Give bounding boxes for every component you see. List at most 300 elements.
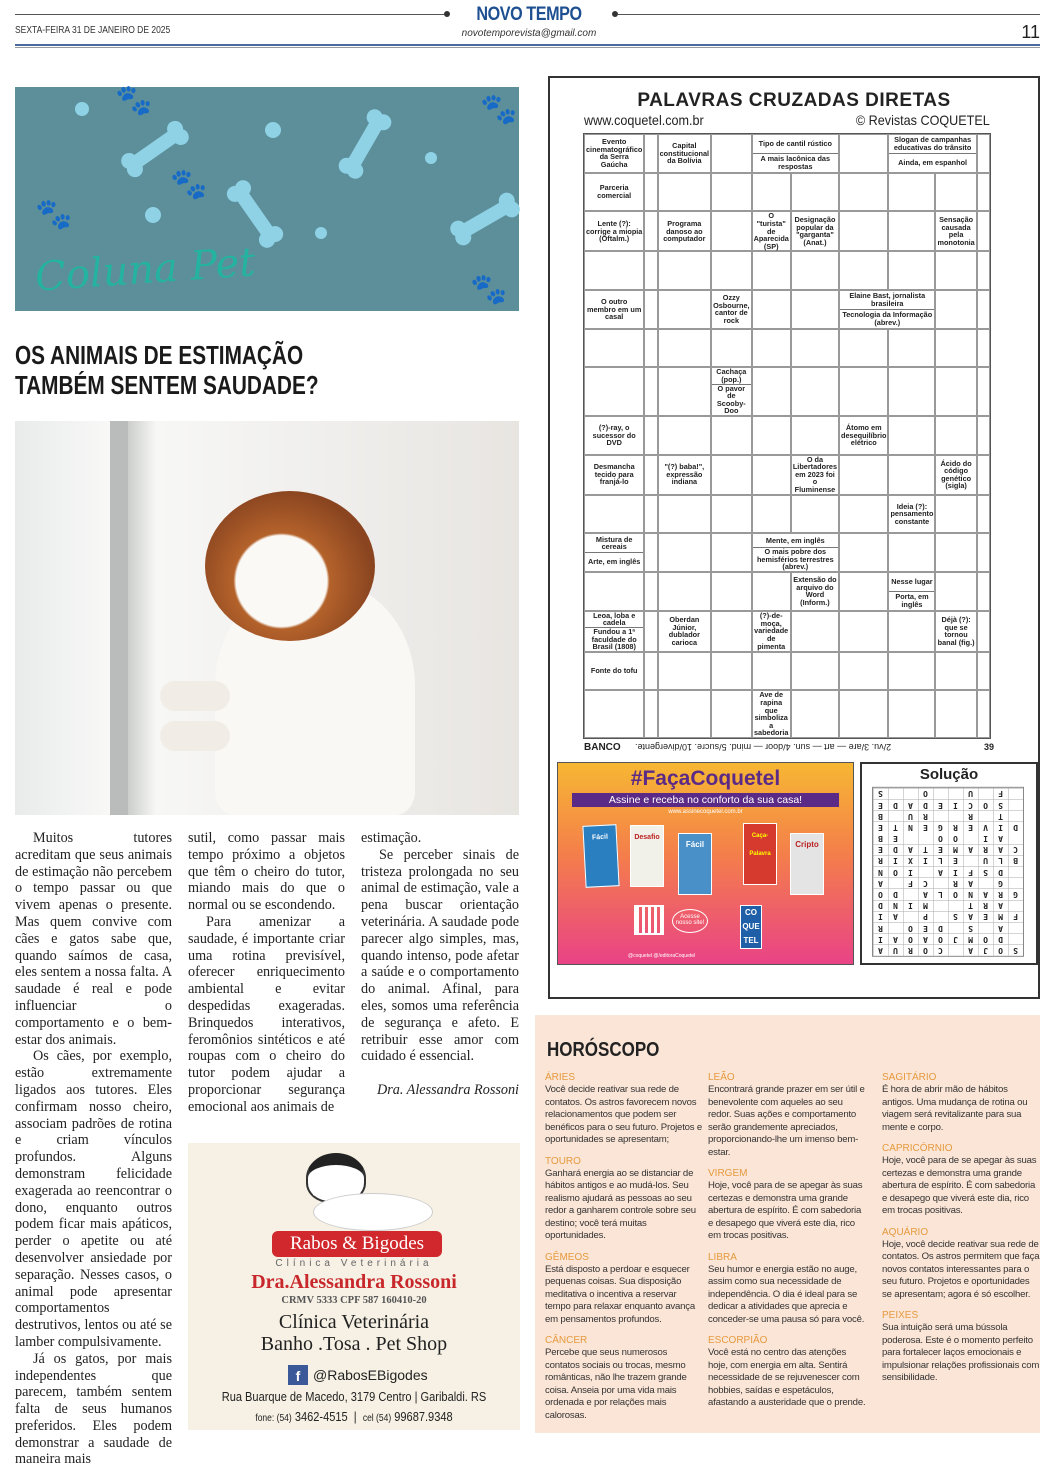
clue-text: Slogan de campanhas educativas do trânsito — [893, 135, 972, 152]
answer-cell[interactable] — [888, 690, 935, 738]
sign-text: Seu humor e energia estão no auge, assim como sua necessidade de independência. O dia é ideal para se dedicar a atividades que aprecia e conceder-se uma pausa só para você. — [708, 1263, 865, 1325]
clue-text: Parceria comercial — [597, 183, 632, 201]
answer-cell[interactable] — [711, 611, 751, 652]
horoscope-column — [708, 1072, 866, 1419]
crossword-copyright: © Revistas COQUETEL — [856, 112, 990, 128]
answer-cell[interactable] — [977, 495, 990, 534]
bone-icon — [456, 198, 515, 240]
clinic-services-2: Banho .Tosa . Pet Shop — [260, 1333, 448, 1355]
answer-cell[interactable] — [711, 416, 751, 455]
answer-cell[interactable] — [791, 173, 839, 212]
sign-sagitario — [882, 1072, 1040, 1134]
answer-cell[interactable] — [839, 173, 888, 212]
sign-text: Encontrará grande prazer em ser útil e benevolente com aqueles ao seu redor. Suas ações e comportamento serão grandemente apreciados, proporcionando-lhe um imenso bem-estar. — [708, 1084, 865, 1158]
clue-text: Extensão do arquivo do Word (Inform.) — [793, 575, 837, 607]
answer-cell[interactable] — [711, 533, 751, 572]
dot-decoration — [265, 122, 281, 138]
answer-cell[interactable] — [839, 611, 888, 652]
answer-cell[interactable] — [977, 367, 990, 416]
answer-cell[interactable] — [658, 652, 711, 691]
answer-cell[interactable] — [711, 329, 751, 368]
sign-text: Sua intuição será uma bússola poderosa. Este é o momento perfeito para fortalecer laços emocionais e impulsionar relações profissionais com sensibilidade. — [882, 1322, 1040, 1383]
horoscope-title: HORÓSCOPO — [547, 1039, 660, 1061]
magazine-cover — [630, 825, 664, 887]
answer-cell[interactable] — [791, 416, 839, 455]
solution-row: T R RU B — [873, 810, 1023, 821]
answer-cell[interactable] — [752, 572, 791, 611]
sign-name: CÂNCER — [545, 1335, 588, 1346]
answer-cell[interactable] — [644, 211, 657, 251]
clue-cell — [584, 611, 644, 652]
answer-cell[interactable] — [977, 173, 990, 212]
sign-name: PEIXES — [882, 1310, 919, 1321]
answer-cell[interactable] — [584, 329, 644, 368]
answer-cell[interactable] — [752, 416, 791, 455]
paw-icon: 🐾 — [170, 168, 208, 201]
horoscope-column — [882, 1072, 1040, 1394]
paw-icon: 🐾 — [470, 273, 508, 306]
clue-text: Tipo de cantil rústico — [758, 139, 832, 149]
answer-cell[interactable] — [752, 329, 791, 368]
answer-cell[interactable] — [752, 495, 791, 534]
answer-cell[interactable] — [752, 652, 791, 691]
answer-cell[interactable] — [644, 652, 657, 691]
clue-text: Lente (?): corrige a miopia (Oftalm.) — [586, 218, 643, 244]
answer-cell[interactable] — [644, 572, 657, 611]
clue-text: Leoa, loba e cadela — [593, 610, 636, 628]
answer-cell[interactable] — [977, 211, 990, 251]
answer-cell[interactable] — [977, 416, 990, 455]
sign-name: ÁRIES — [545, 1072, 576, 1083]
paragraph: Se perceber sinais de tristeza prolongada no seu animal de estimação, vale a pena buscar orientação veterinária. A saudade pode parecer algo simples, mas, quando intenso, pode afetar a saúde e o comportamento do animal. Afinal, para eles, somos uma referência de segurança e afeto. E retribuir esse amor com cuidado é essencial. — [361, 846, 519, 1065]
clue-text: Tecnologia da Informação (abrev.) — [840, 309, 934, 328]
sign-name: SAGITÁRIO — [882, 1072, 937, 1083]
answer-cell[interactable] — [839, 652, 888, 691]
answer-cell[interactable] — [752, 290, 791, 329]
answer-cell[interactable] — [935, 690, 976, 738]
answer-cell[interactable] — [888, 611, 935, 652]
answer-cell[interactable] — [935, 495, 976, 534]
answer-cell[interactable] — [977, 134, 990, 173]
clue-text: Ozzy Osbourne, cantor de rock — [713, 293, 750, 325]
answer-cell[interactable] — [644, 290, 657, 329]
crossword-site[interactable]: www.coquetel.com.br — [584, 112, 704, 128]
clue-text: Evento cinematográfico da Serra Gaúcha — [586, 137, 643, 169]
solution-row: DIVERGENTE — [873, 822, 1023, 833]
answer-cell[interactable] — [658, 251, 711, 290]
clue-text: Desmancha tecido para franjá-lo — [593, 462, 635, 487]
clue-cell — [935, 611, 976, 652]
answer-cell[interactable] — [839, 134, 888, 173]
answer-cell[interactable] — [644, 329, 657, 368]
clue-cell — [584, 173, 644, 212]
answer-cell[interactable] — [791, 495, 839, 534]
article-column-3 — [361, 830, 519, 1099]
answer-cell[interactable] — [752, 251, 791, 290]
answer-cell[interactable] — [935, 367, 976, 416]
solution-title: Solução — [919, 766, 979, 783]
sign-text: Você decide reativar sua rede de contatos. Os astros favorecem novos relacionamentos que podem ser benéficos para o seu futuro. Projetos e oportunidades se apresentam; — [545, 1084, 702, 1145]
clue-text: Fonte do tofu — [590, 666, 638, 676]
clue-text: Mistura de cereais — [595, 534, 633, 552]
sign-text: Você está no centro das atenções hoje, com energia em alta. Sentirá necessidade de se rejuvenescer com hobbies, saídas e espetáculos, afastando a austeridade que o prende. — [708, 1347, 866, 1408]
answer-cell[interactable] — [839, 211, 888, 251]
clue-text: Déjà (?): que se tornou banal (fig.) — [937, 615, 975, 647]
answer-cell[interactable] — [711, 173, 751, 212]
clue-text: Átomo em desequilíbrio elétrico — [841, 422, 887, 448]
answer-cell[interactable] — [644, 533, 657, 572]
magazine-cover — [678, 833, 712, 895]
magazine-cover — [582, 824, 619, 888]
phone-number[interactable]: 3462-4515 — [294, 1409, 348, 1424]
dot-decoration — [145, 207, 161, 223]
word-bank — [584, 742, 994, 753]
solution-row: SOCIEDADE — [873, 799, 1023, 810]
page-number: 11 — [1021, 22, 1040, 42]
answer-cell[interactable] — [791, 329, 839, 368]
clue-cell — [658, 611, 711, 652]
sign-aries — [545, 1072, 703, 1147]
answer-cell[interactable] — [658, 173, 711, 212]
sign-text: Hoje, você para de se apegar às suas certezas e demonstra uma grande abertura de espírito. É com sabedoria e desapego que viverá este dia, rico em trocas positivas. — [882, 1155, 1037, 1216]
answer-cell[interactable] — [584, 367, 644, 416]
sign-text: Hoje, você decide reativar sua rede de contatos. Os astros permitem que faça novos contatos interessantes para o seu futuro. Projetos e oportunidades se apresentam; agora é só escolher. — [882, 1238, 1040, 1300]
answer-cell[interactable] — [935, 329, 976, 368]
clue-text: Sensação causada pela monotonia — [937, 215, 975, 247]
answer-cell[interactable] — [935, 173, 976, 212]
contact-email[interactable]: novotemporevista@gmail.com — [461, 28, 597, 39]
clue-cell — [752, 134, 839, 173]
clue-cell — [658, 455, 711, 495]
answer-cell[interactable] — [644, 690, 657, 738]
answer-cell[interactable] — [888, 455, 935, 495]
coquetel-ad[interactable] — [557, 762, 854, 965]
answer-cell[interactable] — [658, 416, 711, 455]
answer-cell[interactable] — [839, 572, 888, 611]
clue-cell — [791, 211, 839, 251]
sign-text: Está disposto a perdoar e esquecer pequenas coisas. Sua disposição meditativa o incentiva a reservar tempo para relaxar enquanto avança em pensamentos profundos. — [545, 1263, 696, 1325]
answer-cell[interactable] — [977, 533, 990, 572]
sign-text: Hoje, você para de se apegar às suas certezas e demonstra uma grande abertura de espírito. É com sabedoria e desapego que viverá este dia, rico em trocas positivas. — [708, 1180, 863, 1241]
clue-cell — [791, 572, 839, 611]
clue-cell — [711, 290, 751, 329]
dog-head — [205, 491, 375, 641]
answer-cell[interactable] — [644, 173, 657, 212]
qr-code[interactable] — [634, 905, 664, 935]
magazine-cover — [790, 833, 824, 895]
coquetel-ad-subtitle: Assine e receba no conforto da sua casa! — [572, 793, 839, 807]
clue-cell — [791, 455, 839, 495]
answer-cell[interactable] — [658, 329, 711, 368]
clinic-services-1: Clínica Veterinária — [278, 1311, 430, 1333]
clue-text: (?)-de-moça, variedade de pimenta — [754, 611, 789, 651]
dot-decoration — [75, 102, 89, 116]
clue-cell — [839, 416, 888, 455]
dot-decoration — [425, 152, 437, 164]
answer-cell[interactable] — [644, 611, 657, 652]
clue-text: Porta, em inglês — [889, 591, 934, 610]
bone-icon — [232, 185, 278, 242]
sign-name: AQUÁRIO — [882, 1226, 929, 1238]
answer-cell[interactable] — [644, 455, 657, 495]
sign-cancer — [545, 1335, 703, 1422]
clue-text: A mais lacônica das respostas — [753, 153, 838, 172]
answer-cell[interactable] — [977, 652, 990, 691]
answer-cell[interactable] — [584, 572, 644, 611]
magazine-title: Desafio — [634, 834, 660, 841]
answer-cell[interactable] — [644, 495, 657, 534]
sign-libra — [708, 1252, 866, 1327]
paw-icon: 🐾 — [480, 93, 518, 126]
answer-cell[interactable] — [935, 572, 976, 611]
magazine-title: Caça-Palavra — [749, 833, 771, 857]
answer-cell[interactable] — [839, 495, 888, 534]
clue-text: Ainda, em espanhol — [889, 153, 975, 172]
answer-cell[interactable] — [977, 329, 990, 368]
answer-cell[interactable] — [935, 416, 976, 455]
sign-text: É hora de abrir mão de hábitos antigos. Uma mudança de rotina ou viagem será revitalizante para sua mente e corpo. — [882, 1084, 1028, 1133]
answer-cell[interactable] — [658, 367, 711, 416]
solution-box — [860, 762, 1038, 965]
clue-cell — [752, 690, 791, 738]
answer-cell[interactable] — [658, 495, 711, 534]
clue-text: Ideia (?): pensamento constante — [890, 501, 934, 526]
answer-cell[interactable] — [935, 533, 976, 572]
paragraph: Já os gatos, por mais independentes que parecem, também sentem falta de seus humanos preferidos. Eles podem demonstrar a saudade de maneira mais — [15, 1350, 172, 1468]
clinic-logo-subtitle: Clínica Veterinária — [275, 1258, 433, 1269]
answer-cell[interactable] — [977, 611, 990, 652]
paragraph: Muitos tutores acreditam que seus animais de estimação não percebem o tempo passar ou que vivem apenas o presente. Mas quem convive com cães e gatos sabe que, quando saímos de casa, eles sentem a nossa falta. A saudade é real e pode influenciar o comportamento e o bem-estar dos animais. — [15, 830, 172, 1048]
clue-text: Fundou a 1ª faculdade do Brasil (1808) — [585, 627, 643, 651]
paw-icon: 🐾 — [115, 84, 153, 117]
clue-text: Designação popular da "garganta" (Anat.) — [794, 215, 836, 247]
cat-illustration — [313, 1193, 433, 1231]
answer-cell[interactable] — [584, 495, 644, 534]
clue-cell — [888, 134, 976, 173]
clue-cell — [935, 211, 976, 251]
sign-capricornio — [882, 1143, 1040, 1218]
answer-cell[interactable] — [584, 251, 644, 290]
paw-icon: 🐾 — [35, 198, 73, 231]
facebook-handle[interactable] — [288, 1365, 428, 1385]
answer-cell[interactable] — [752, 455, 791, 495]
clue-cell — [658, 211, 711, 251]
solution-row: BLU ELIXIR — [873, 855, 1023, 866]
article-column-1 — [15, 830, 172, 1468]
banner-title: Coluna Pet — [33, 239, 257, 301]
clue-cell — [839, 290, 935, 329]
answer-cell[interactable] — [658, 533, 711, 572]
cel-number[interactable]: 99687.9348 — [394, 1409, 453, 1424]
clue-cell — [752, 611, 791, 652]
access-site-bubble[interactable]: Acesse nosso site! — [672, 909, 708, 933]
clue-cell — [752, 211, 791, 251]
clue-text: O pavor de Scooby-Doo — [712, 384, 750, 415]
sign-gemeos — [545, 1252, 703, 1327]
answer-cell[interactable] — [711, 134, 751, 173]
clue-text: Nesse lugar — [891, 577, 933, 587]
paragraph: Para amenizar a saudade, é importante criar uma rotina previsível, oferecer enriquecimento ambiental e evitar despedidas exageradas. Brinquedos interativos, feromônios sintéticos e até roupas com o cheiro do tutor podem ajudar a proporcionar segurança emocional aos animais de — [188, 913, 345, 1115]
bone-icon — [344, 115, 386, 174]
sign-escorpiao — [708, 1335, 866, 1410]
answer-cell[interactable] — [888, 329, 935, 368]
clue-text: Cachaça (pop.) — [716, 367, 747, 385]
magazine-title: Fácil — [685, 840, 705, 849]
answer-cell[interactable] — [711, 652, 751, 691]
answer-cell[interactable] — [644, 251, 657, 290]
doctor-name: Dra.Alessandra Rossoni — [251, 1271, 457, 1293]
word-bank-label: BANCO — [584, 742, 621, 753]
article-author: Dra. Alessandra Rossoni — [376, 1082, 519, 1099]
clue-text: Mente, em inglês — [765, 536, 825, 546]
answer-cell[interactable] — [977, 690, 990, 738]
clinic-phones: fone: (54) 3462-4515 | cel (54) 99687.9348 — [255, 1409, 453, 1424]
sign-name: LIBRA — [708, 1251, 737, 1263]
clue-text: O da Libertadores em 2023 foi o Fluminense — [792, 454, 838, 495]
word-bank-text: 2/vu. 3/are — art — sun. 4/door — mind. 5/sucre. 10/divergente. — [635, 742, 892, 752]
sign-virgem — [708, 1168, 866, 1243]
paragraph: sutil, como passar mais tempo próximo a objetos que têm o cheiro do tutor, miando mais do que o normal ou se escondendo. — [188, 830, 345, 914]
clue-text: (?)-ray, o sucessor do DVD — [592, 422, 636, 448]
sign-text: Ganhará energia ao se distanciar de hábitos antigos e ao mudá-los. Seu realismo ajudará as pessoas ao seu redor a ganharem controle sobre seu destino; você terá muitas oportunidades. — [545, 1167, 696, 1241]
clue-cell — [752, 533, 839, 572]
answer-cell[interactable] — [888, 211, 935, 251]
answer-cell[interactable] — [658, 290, 711, 329]
facebook-icon: f — [288, 1365, 308, 1385]
answer-cell[interactable] — [644, 134, 657, 173]
clue-cell — [658, 134, 711, 173]
answer-cell[interactable] — [658, 690, 711, 738]
clue-text: O mais pobre dos hemisférios terrestres (abrev.) — [753, 547, 838, 571]
answer-cell[interactable] — [752, 367, 791, 416]
solution-row: A S DEO R — [873, 922, 1023, 933]
answer-cell[interactable] — [711, 690, 751, 738]
answer-cell[interactable] — [658, 572, 711, 611]
answer-cell[interactable] — [711, 211, 751, 251]
clue-cell — [935, 455, 976, 495]
dog-paw — [160, 681, 230, 711]
clue-text: O "turista" de Aparecida (SP) — [753, 211, 789, 251]
answer-cell[interactable] — [839, 690, 888, 738]
sign-text: Percebe que seus numerosos contatos sociais ou trocas, mesmo românticas, não lhe trazem grande coisa. Anseia por uma vida mais ordenada e por relações mais calorosas. — [545, 1347, 687, 1421]
answer-cell[interactable] — [977, 455, 990, 495]
bone-icon — [126, 126, 183, 172]
answer-cell[interactable] — [791, 652, 839, 691]
sign-name: LEÃO — [708, 1072, 735, 1083]
answer-cell[interactable] — [791, 690, 839, 738]
answer-cell[interactable] — [977, 572, 990, 611]
solution-row: CARAMETADE — [873, 844, 1023, 855]
solution-grid — [867, 787, 1024, 957]
answer-cell[interactable] — [711, 495, 751, 534]
answer-cell[interactable] — [977, 251, 990, 290]
sign-leao — [708, 1072, 866, 1159]
answer-cell[interactable] — [839, 251, 888, 290]
dog-at-window-photo — [15, 421, 519, 815]
answer-cell[interactable] — [584, 690, 644, 738]
clue-text: "(?) baba!", expressão indiana — [664, 462, 705, 487]
clue-text: Oberdan Júnior, dublador carioca — [668, 615, 700, 647]
answer-cell[interactable] — [888, 251, 935, 290]
answer-cell[interactable] — [644, 416, 657, 455]
cel-label: cel (54) — [362, 1413, 392, 1424]
answer-cell[interactable] — [839, 533, 888, 572]
clue-cell — [584, 211, 644, 251]
solution-row: AI OO EB — [873, 833, 1023, 844]
solution-row: G AR CF A — [873, 878, 1023, 889]
answer-cell[interactable] — [711, 455, 751, 495]
answer-cell[interactable] — [644, 367, 657, 416]
answer-cell[interactable] — [888, 533, 935, 572]
answer-cell[interactable] — [752, 173, 791, 212]
crossword-panel — [548, 76, 1040, 999]
horoscope-section — [535, 1015, 1040, 1433]
article-headline — [15, 340, 511, 400]
clue-text: Elaine Bast, jornalista brasileira — [849, 291, 926, 308]
solution-row: DOMJOAOAI — [873, 933, 1023, 944]
solution-row: ART MIND — [873, 900, 1023, 911]
clue-cell — [584, 652, 644, 691]
clue-text: Capital constitucional da Bolívia — [659, 140, 710, 166]
clue-cell — [584, 455, 644, 495]
dot-decoration — [315, 227, 327, 239]
dog-paw — [160, 721, 230, 751]
answer-cell[interactable] — [977, 290, 990, 329]
sign-peixes — [882, 1310, 1040, 1385]
solution-row: SOJA CORUA — [873, 945, 1023, 956]
clinic-logo: Rabos & Bigodes — [272, 1231, 442, 1257]
sign-name: GÊMEOS — [545, 1251, 589, 1263]
solution-row: GRANOLA DO — [873, 889, 1023, 900]
header-divider — [15, 44, 1040, 48]
paragraph: Os cães, por exemplo, estão extremamente ligados aos tutores. Eles confirmam nosso cheiro, associam padrões de rotina e criam vínculos profundos. Alguns demonstram felicidade exagerada ao reencontrar o dono, enquanto outros podem ficar mais apáticos, perder o apetite ou até desenvolver ansiedade por separação. Nesses casos, o animal pode apresentar comportamentos destrutivos, lentos ou até se lamber compulsivamente. — [15, 1048, 172, 1350]
sign-name: CAPRICÓRNIO — [882, 1143, 953, 1154]
answer-cell[interactable] — [791, 290, 839, 329]
magazine-title: Cripto — [795, 840, 819, 849]
answer-cell[interactable] — [888, 652, 935, 691]
coquetel-logo: CO QUE TEL — [740, 905, 762, 949]
window-light — [15, 421, 110, 815]
solution-row: FMEAS P AI — [873, 911, 1023, 922]
answer-cell[interactable] — [839, 455, 888, 495]
answer-cell[interactable] — [791, 367, 839, 416]
sign-name: VIRGEM — [708, 1168, 748, 1179]
answer-cell[interactable] — [711, 572, 751, 611]
coquetel-ad-title: #FaçaCoquetel — [630, 767, 781, 790]
answer-cell[interactable] — [935, 652, 976, 691]
clue-text: O outro membro em um casal — [587, 297, 642, 322]
answer-cell[interactable] — [935, 290, 976, 329]
clue-text: Programa danoso ao computador — [663, 218, 706, 244]
answer-cell[interactable] — [791, 251, 839, 290]
answer-cell[interactable] — [791, 611, 839, 652]
clue-text: Ave de rapina que simboliza a sabedoria — [753, 690, 789, 738]
clue-cell — [584, 416, 644, 455]
clue-text: Arte, em inglês — [585, 552, 643, 571]
answer-cell[interactable] — [888, 173, 935, 212]
answer-cell[interactable] — [888, 416, 935, 455]
answer-cell[interactable] — [935, 251, 976, 290]
vet-clinic-ad — [188, 1143, 520, 1430]
magazine-title: Fácil — [591, 833, 609, 842]
answer-cell[interactable] — [711, 251, 751, 290]
answer-cell[interactable] — [839, 329, 888, 368]
answer-cell[interactable] — [839, 367, 888, 416]
answer-cell[interactable] — [888, 367, 935, 416]
clue-text: Ácido do código genético (sigla) — [940, 458, 972, 491]
newspaper-title: NOVO TEMPO — [476, 4, 582, 25]
coquetel-ad-url[interactable]: www.assinecoquetel.com.br — [668, 809, 743, 815]
